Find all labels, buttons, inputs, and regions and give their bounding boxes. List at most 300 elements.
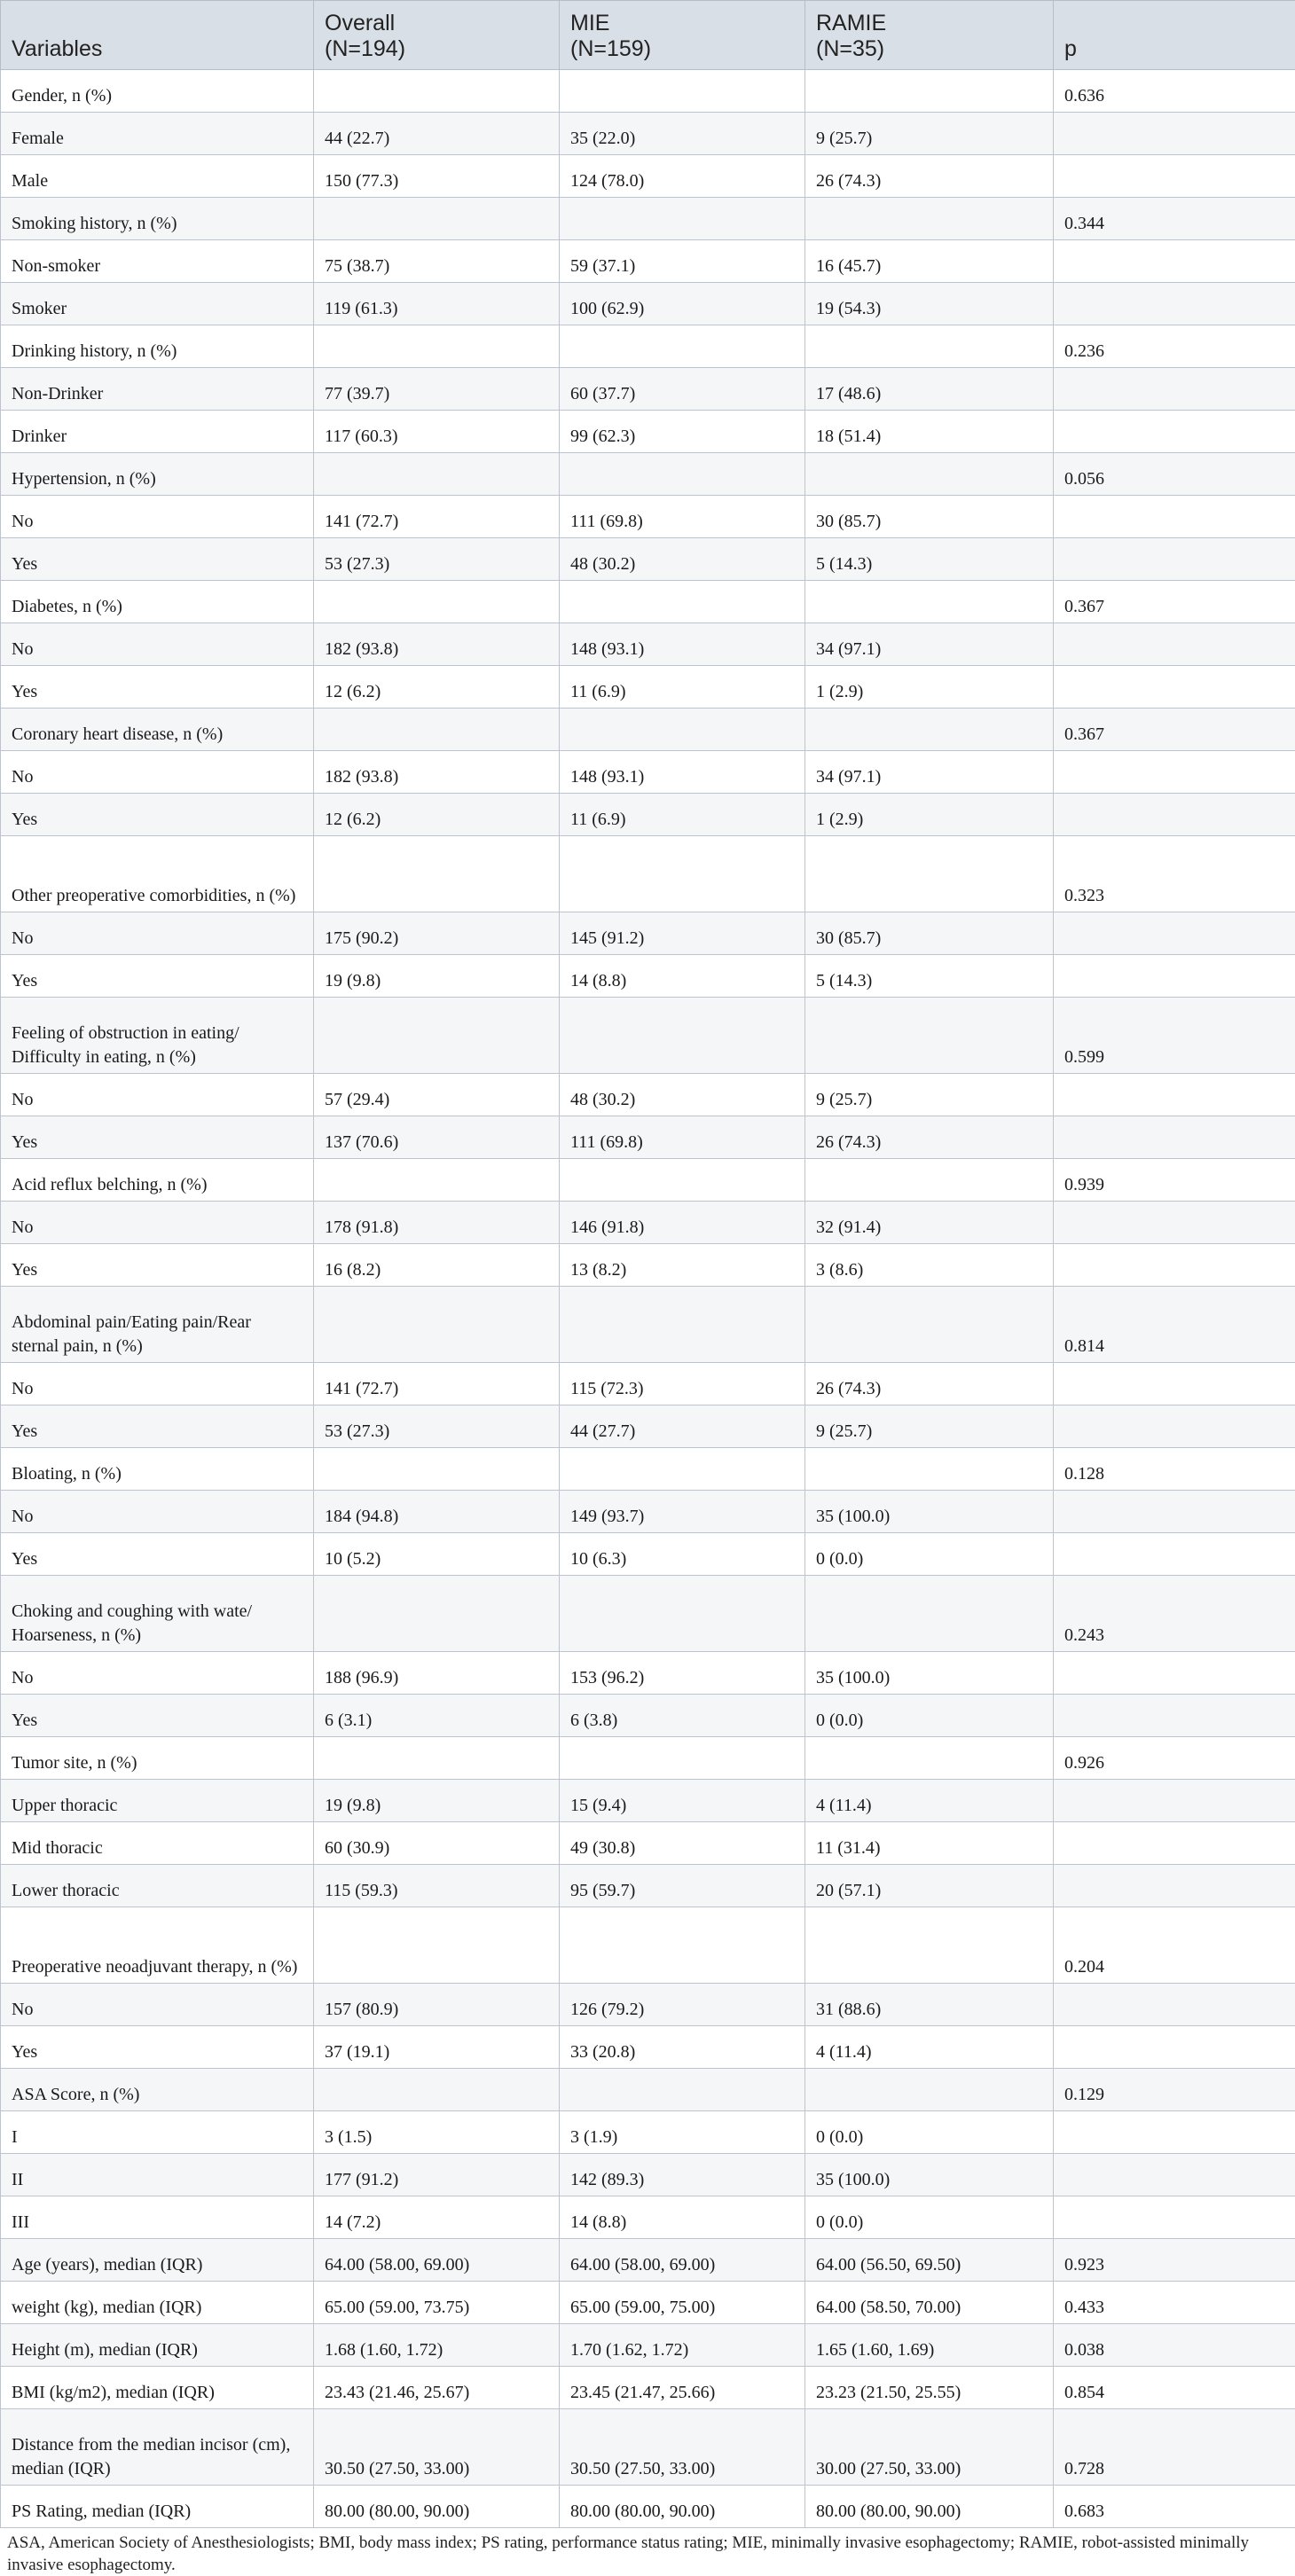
- cell-variable: Hypertension, n (%): [1, 453, 314, 496]
- cell-overall: 30.50 (27.50, 33.00): [314, 2409, 560, 2486]
- cell-overall: 14 (7.2): [314, 2196, 560, 2239]
- cell-mie: 15 (9.4): [560, 1780, 805, 1822]
- cell-p-value: 0.344: [1054, 198, 1295, 240]
- cell-ramie: [805, 453, 1054, 496]
- cell-ramie: 17 (48.6): [805, 368, 1054, 411]
- cell-p-value: 0.636: [1054, 70, 1295, 113]
- cell-ramie: 9 (25.7): [805, 113, 1054, 155]
- cell-p-value: 0.854: [1054, 2367, 1295, 2409]
- cell-ramie: 64.00 (56.50, 69.50): [805, 2239, 1054, 2282]
- cell-ramie: 20 (57.1): [805, 1865, 1054, 1907]
- cell-ramie: 19 (54.3): [805, 283, 1054, 325]
- cell-ramie: [805, 198, 1054, 240]
- cell-overall: 141 (72.7): [314, 496, 560, 538]
- cell-ramie: [805, 836, 1054, 912]
- cell-p-value: [1054, 1822, 1295, 1865]
- cell-p-value: [1054, 283, 1295, 325]
- table-row: [1, 1780, 1295, 1822]
- cell-ramie: 26 (74.3): [805, 155, 1054, 198]
- cell-mie: 111 (69.8): [560, 496, 805, 538]
- cell-variable: ASA Score, n (%): [1, 2069, 314, 2111]
- cell-p-value: [1054, 751, 1295, 794]
- cell-mie: 100 (62.9): [560, 283, 805, 325]
- cell-mie: 35 (22.0): [560, 113, 805, 155]
- cell-mie: [560, 453, 805, 496]
- cell-overall: 19 (9.8): [314, 1780, 560, 1822]
- cell-variable: Feeling of obstruction in eating/ Difficulty in eating, n (%): [1, 998, 314, 1074]
- cell-mie: [560, 1737, 805, 1780]
- cell-ramie: 1 (2.9): [805, 794, 1054, 836]
- cell-overall: 75 (38.7): [314, 240, 560, 283]
- cell-variable: II: [1, 2154, 314, 2196]
- cell-mie: 111 (69.8): [560, 1116, 805, 1159]
- cell-p-value: [1054, 368, 1295, 411]
- cell-overall: [314, 998, 560, 1074]
- table-row: [1, 411, 1295, 453]
- cell-mie: 6 (3.8): [560, 1695, 805, 1737]
- cell-overall: 117 (60.3): [314, 411, 560, 453]
- cell-p-value: [1054, 1780, 1295, 1822]
- table-row: [1, 1984, 1295, 2026]
- cell-mie: 10 (6.3): [560, 1533, 805, 1576]
- cell-overall: [314, 1287, 560, 1363]
- cell-p-value: [1054, 1363, 1295, 1405]
- cell-mie: 11 (6.9): [560, 794, 805, 836]
- cell-ramie: 9 (25.7): [805, 1074, 1054, 1116]
- cell-variable: Other preoperative comorbidities, n (%): [1, 836, 314, 912]
- table-row: [1, 1652, 1295, 1695]
- cell-ramie: [805, 1287, 1054, 1363]
- header-p: p: [1054, 1, 1295, 70]
- cell-overall: 137 (70.6): [314, 1116, 560, 1159]
- cell-overall: 77 (39.7): [314, 368, 560, 411]
- cell-overall: 37 (19.1): [314, 2026, 560, 2069]
- cell-overall: 19 (9.8): [314, 955, 560, 998]
- cell-ramie: 0 (0.0): [805, 1533, 1054, 1576]
- cell-overall: 177 (91.2): [314, 2154, 560, 2196]
- cell-mie: 3 (1.9): [560, 2111, 805, 2154]
- cell-variable: Upper thoracic: [1, 1780, 314, 1822]
- cell-variable: Distance from the median incisor (cm), median (IQR): [1, 2409, 314, 2486]
- table-row: [1, 538, 1295, 581]
- table-row: [1, 666, 1295, 709]
- cell-p-value: [1054, 1533, 1295, 1576]
- cell-ramie: 80.00 (80.00, 90.00): [805, 2486, 1054, 2528]
- cell-mie: 95 (59.7): [560, 1865, 805, 1907]
- cell-overall: 10 (5.2): [314, 1533, 560, 1576]
- table-row: [1, 1533, 1295, 1576]
- cell-mie: [560, 2069, 805, 2111]
- cell-overall: 3 (1.5): [314, 2111, 560, 2154]
- cell-variable: Acid reflux belching, n (%): [1, 1159, 314, 1202]
- cell-p-value: [1054, 955, 1295, 998]
- cell-ramie: 26 (74.3): [805, 1116, 1054, 1159]
- cell-p-value: 0.129: [1054, 2069, 1295, 2111]
- cell-ramie: [805, 1159, 1054, 1202]
- table-row: [1, 496, 1295, 538]
- cell-ramie: 35 (100.0): [805, 2154, 1054, 2196]
- table-row: [1, 2409, 1295, 2486]
- table-row: [1, 113, 1295, 155]
- table-row: [1, 2026, 1295, 2069]
- cell-ramie: 0 (0.0): [805, 2111, 1054, 2154]
- table-row: [1, 1737, 1295, 1780]
- cell-overall: 182 (93.8): [314, 623, 560, 666]
- table-row: [1, 2111, 1295, 2154]
- cell-ramie: 1.65 (1.60, 1.69): [805, 2324, 1054, 2367]
- cell-overall: [314, 1448, 560, 1491]
- cell-overall: 184 (94.8): [314, 1491, 560, 1533]
- cell-variable: No: [1, 912, 314, 955]
- cell-p-value: [1054, 1652, 1295, 1695]
- header-overall: Overall (N=194): [314, 1, 560, 70]
- cell-p-value: [1054, 1074, 1295, 1116]
- cell-variable: Yes: [1, 2026, 314, 2069]
- cell-overall: 178 (91.8): [314, 1202, 560, 1244]
- cell-p-value: 0.926: [1054, 1737, 1295, 1780]
- cell-p-value: [1054, 1244, 1295, 1287]
- cell-overall: 1.68 (1.60, 1.72): [314, 2324, 560, 2367]
- cell-overall: 44 (22.7): [314, 113, 560, 155]
- cell-mie: [560, 1287, 805, 1363]
- cell-ramie: 34 (97.1): [805, 623, 1054, 666]
- cell-mie: 126 (79.2): [560, 1984, 805, 2026]
- cell-mie: 1.70 (1.62, 1.72): [560, 2324, 805, 2367]
- cell-p-value: 0.128: [1054, 1448, 1295, 1491]
- cell-p-value: 0.236: [1054, 325, 1295, 368]
- cell-variable: Non-Drinker: [1, 368, 314, 411]
- table-row: [1, 1287, 1295, 1363]
- cell-ramie: [805, 70, 1054, 113]
- cell-p-value: 0.038: [1054, 2324, 1295, 2367]
- cell-p-value: [1054, 155, 1295, 198]
- table-row: [1, 70, 1295, 113]
- cell-p-value: 0.243: [1054, 1576, 1295, 1652]
- cell-overall: 188 (96.9): [314, 1652, 560, 1695]
- table-row: [1, 2486, 1295, 2528]
- cell-overall: [314, 453, 560, 496]
- cell-ramie: 5 (14.3): [805, 538, 1054, 581]
- cell-ramie: [805, 325, 1054, 368]
- cell-variable: Age (years), median (IQR): [1, 2239, 314, 2282]
- cell-variable: Yes: [1, 666, 314, 709]
- cell-mie: 59 (37.1): [560, 240, 805, 283]
- cell-mie: 48 (30.2): [560, 1074, 805, 1116]
- cell-variable: BMI (kg/m2), median (IQR): [1, 2367, 314, 2409]
- cell-variable: Yes: [1, 794, 314, 836]
- cell-p-value: [1054, 1491, 1295, 1533]
- cell-variable: No: [1, 496, 314, 538]
- table-row: [1, 1907, 1295, 1984]
- cell-ramie: 26 (74.3): [805, 1363, 1054, 1405]
- cell-variable: Coronary heart disease, n (%): [1, 709, 314, 751]
- cell-ramie: 16 (45.7): [805, 240, 1054, 283]
- table-row: [1, 955, 1295, 998]
- cell-variable: Female: [1, 113, 314, 155]
- cell-mie: 148 (93.1): [560, 623, 805, 666]
- cell-p-value: 0.683: [1054, 2486, 1295, 2528]
- table-row: [1, 998, 1295, 1074]
- cell-variable: Yes: [1, 1533, 314, 1576]
- cell-variable: No: [1, 751, 314, 794]
- table-row: [1, 1159, 1295, 1202]
- cell-mie: [560, 998, 805, 1074]
- cell-ramie: 11 (31.4): [805, 1822, 1054, 1865]
- cell-overall: 53 (27.3): [314, 538, 560, 581]
- cell-mie: 14 (8.8): [560, 2196, 805, 2239]
- cell-ramie: [805, 709, 1054, 751]
- cell-overall: [314, 325, 560, 368]
- cell-ramie: [805, 581, 1054, 623]
- cell-mie: 146 (91.8): [560, 1202, 805, 1244]
- table-row: [1, 240, 1295, 283]
- cell-variable: Preoperative neoadjuvant therapy, n (%): [1, 1907, 314, 1984]
- cell-variable: Abdominal pain/Eating pain/Rear sternal pain, n (%): [1, 1287, 314, 1363]
- cell-p-value: [1054, 411, 1295, 453]
- cell-variable: I: [1, 2111, 314, 2154]
- cell-mie: 49 (30.8): [560, 1822, 805, 1865]
- cell-mie: 60 (37.7): [560, 368, 805, 411]
- table-row: [1, 1695, 1295, 1737]
- cell-mie: [560, 325, 805, 368]
- cell-overall: 12 (6.2): [314, 666, 560, 709]
- cell-overall: 57 (29.4): [314, 1074, 560, 1116]
- cell-variable: PS Rating, median (IQR): [1, 2486, 314, 2528]
- cell-overall: 115 (59.3): [314, 1865, 560, 1907]
- cell-p-value: [1054, 1405, 1295, 1448]
- cell-p-value: 0.939: [1054, 1159, 1295, 1202]
- cell-p-value: [1054, 2111, 1295, 2154]
- cell-variable: Yes: [1, 1695, 314, 1737]
- cell-p-value: 0.323: [1054, 836, 1295, 912]
- table-row: [1, 155, 1295, 198]
- cell-mie: 124 (78.0): [560, 155, 805, 198]
- cell-variable: weight (kg), median (IQR): [1, 2282, 314, 2324]
- table-row: [1, 2239, 1295, 2282]
- cell-overall: 6 (3.1): [314, 1695, 560, 1737]
- cell-overall: 65.00 (59.00, 73.75): [314, 2282, 560, 2324]
- cell-variable: Gender, n (%): [1, 70, 314, 113]
- header-mie: MIE (N=159): [560, 1, 805, 70]
- table-row: [1, 1405, 1295, 1448]
- cell-variable: Choking and coughing with wate/ Hoarseness, n (%): [1, 1576, 314, 1652]
- cell-p-value: [1054, 496, 1295, 538]
- table-row: [1, 2282, 1295, 2324]
- header-ramie: RAMIE (N=35): [805, 1, 1054, 70]
- table-header-row: [1, 1, 1295, 70]
- table-row: [1, 2367, 1295, 2409]
- cell-overall: 53 (27.3): [314, 1405, 560, 1448]
- cell-overall: 182 (93.8): [314, 751, 560, 794]
- cell-mie: 48 (30.2): [560, 538, 805, 581]
- cell-p-value: [1054, 538, 1295, 581]
- cell-variable: Mid thoracic: [1, 1822, 314, 1865]
- cell-ramie: 64.00 (58.50, 70.00): [805, 2282, 1054, 2324]
- cell-overall: [314, 70, 560, 113]
- cell-overall: 60 (30.9): [314, 1822, 560, 1865]
- cell-p-value: [1054, 912, 1295, 955]
- cell-variable: Diabetes, n (%): [1, 581, 314, 623]
- cell-variable: Yes: [1, 1244, 314, 1287]
- table-row: [1, 453, 1295, 496]
- cell-overall: 80.00 (80.00, 90.00): [314, 2486, 560, 2528]
- cell-ramie: [805, 998, 1054, 1074]
- cell-variable: Yes: [1, 955, 314, 998]
- table-row: [1, 368, 1295, 411]
- cell-p-value: 0.204: [1054, 1907, 1295, 1984]
- header-variables: Variables: [1, 1, 314, 70]
- cell-overall: [314, 1907, 560, 1984]
- cell-mie: [560, 1448, 805, 1491]
- cell-p-value: [1054, 1202, 1295, 1244]
- cell-mie: [560, 198, 805, 240]
- cell-mie: 99 (62.3): [560, 411, 805, 453]
- cell-ramie: 31 (88.6): [805, 1984, 1054, 2026]
- cell-mie: 11 (6.9): [560, 666, 805, 709]
- cell-ramie: 1 (2.9): [805, 666, 1054, 709]
- table-row: [1, 794, 1295, 836]
- cell-overall: [314, 1159, 560, 1202]
- cell-p-value: [1054, 623, 1295, 666]
- cell-variable: Yes: [1, 1405, 314, 1448]
- cell-p-value: 0.728: [1054, 2409, 1295, 2486]
- cell-mie: [560, 70, 805, 113]
- cell-ramie: 35 (100.0): [805, 1491, 1054, 1533]
- cell-ramie: 23.23 (21.50, 25.55): [805, 2367, 1054, 2409]
- cell-mie: [560, 1576, 805, 1652]
- table-row: [1, 1116, 1295, 1159]
- cell-p-value: [1054, 2026, 1295, 2069]
- cell-p-value: [1054, 794, 1295, 836]
- table-row: [1, 1074, 1295, 1116]
- table-body: [1, 70, 1295, 2528]
- cell-ramie: 9 (25.7): [805, 1405, 1054, 1448]
- table-row: [1, 325, 1295, 368]
- table-row: [1, 1363, 1295, 1405]
- cell-ramie: 5 (14.3): [805, 955, 1054, 998]
- cell-mie: 30.50 (27.50, 33.00): [560, 2409, 805, 2486]
- cell-mie: 148 (93.1): [560, 751, 805, 794]
- cell-variable: Male: [1, 155, 314, 198]
- cell-mie: 13 (8.2): [560, 1244, 805, 1287]
- cell-overall: 150 (77.3): [314, 155, 560, 198]
- cell-ramie: 34 (97.1): [805, 751, 1054, 794]
- table-row: [1, 709, 1295, 751]
- cell-ramie: 30 (85.7): [805, 496, 1054, 538]
- cell-ramie: 32 (91.4): [805, 1202, 1054, 1244]
- cell-overall: 12 (6.2): [314, 794, 560, 836]
- cell-mie: 80.00 (80.00, 90.00): [560, 2486, 805, 2528]
- cell-mie: 145 (91.2): [560, 912, 805, 955]
- cell-overall: 119 (61.3): [314, 283, 560, 325]
- cell-overall: [314, 709, 560, 751]
- cell-p-value: [1054, 240, 1295, 283]
- cell-variable: No: [1, 623, 314, 666]
- cell-variable: Bloating, n (%): [1, 1448, 314, 1491]
- cell-p-value: [1054, 2154, 1295, 2196]
- table-row: [1, 2154, 1295, 2196]
- cell-ramie: 0 (0.0): [805, 2196, 1054, 2239]
- cell-ramie: 30.00 (27.50, 33.00): [805, 2409, 1054, 2486]
- cell-overall: 23.43 (21.46, 25.67): [314, 2367, 560, 2409]
- table-row: [1, 623, 1295, 666]
- cell-variable: Non-smoker: [1, 240, 314, 283]
- cell-ramie: 30 (85.7): [805, 912, 1054, 955]
- table-row: [1, 836, 1295, 912]
- cell-p-value: [1054, 2196, 1295, 2239]
- cell-variable: III: [1, 2196, 314, 2239]
- cell-p-value: [1054, 1865, 1295, 1907]
- cell-mie: 33 (20.8): [560, 2026, 805, 2069]
- cell-p-value: [1054, 113, 1295, 155]
- table-row: [1, 1822, 1295, 1865]
- cell-p-value: [1054, 1695, 1295, 1737]
- cell-variable: Tumor site, n (%): [1, 1737, 314, 1780]
- table-row: [1, 283, 1295, 325]
- table-row: [1, 1244, 1295, 1287]
- cell-variable: Smoker: [1, 283, 314, 325]
- cell-ramie: 3 (8.6): [805, 1244, 1054, 1287]
- cell-mie: 142 (89.3): [560, 2154, 805, 2196]
- cell-p-value: 0.433: [1054, 2282, 1295, 2324]
- cell-variable: No: [1, 1363, 314, 1405]
- cell-mie: 149 (93.7): [560, 1491, 805, 1533]
- cell-ramie: [805, 1737, 1054, 1780]
- cell-mie: [560, 1907, 805, 1984]
- cell-ramie: 35 (100.0): [805, 1652, 1054, 1695]
- cell-overall: 157 (80.9): [314, 1984, 560, 2026]
- table-row: [1, 1576, 1295, 1652]
- cell-mie: [560, 836, 805, 912]
- cell-ramie: [805, 1448, 1054, 1491]
- cell-overall: [314, 2069, 560, 2111]
- cell-overall: [314, 198, 560, 240]
- cell-ramie: 18 (51.4): [805, 411, 1054, 453]
- table-row: [1, 1491, 1295, 1533]
- cell-overall: [314, 1576, 560, 1652]
- cell-variable: Smoking history, n (%): [1, 198, 314, 240]
- cell-variable: No: [1, 1491, 314, 1533]
- cell-variable: No: [1, 1074, 314, 1116]
- cell-mie: [560, 709, 805, 751]
- table-row: [1, 2196, 1295, 2239]
- cell-mie: 44 (27.7): [560, 1405, 805, 1448]
- cell-mie: [560, 581, 805, 623]
- cell-mie: 23.45 (21.47, 25.66): [560, 2367, 805, 2409]
- table-row: [1, 751, 1295, 794]
- cell-overall: 16 (8.2): [314, 1244, 560, 1287]
- cell-variable: Lower thoracic: [1, 1865, 314, 1907]
- table-row: [1, 2324, 1295, 2367]
- cell-overall: [314, 581, 560, 623]
- cell-ramie: 4 (11.4): [805, 2026, 1054, 2069]
- table-row: [1, 1865, 1295, 1907]
- cell-variable: No: [1, 1202, 314, 1244]
- cell-overall: [314, 836, 560, 912]
- cell-p-value: 0.367: [1054, 709, 1295, 751]
- cell-variable: No: [1, 1652, 314, 1695]
- cell-p-value: 0.056: [1054, 453, 1295, 496]
- cell-variable: No: [1, 1984, 314, 2026]
- cell-p-value: [1054, 666, 1295, 709]
- cell-variable: Drinker: [1, 411, 314, 453]
- table-footnote: ASA, American Society of Anesthesiologists; BMI, body mass index; PS rating, performance status rating; MIE, minimally invasive esophagectomy; RAMIE, robot-assisted minimally invasive esophagectomy.: [0, 2528, 1284, 2576]
- table-row: [1, 1448, 1295, 1491]
- cell-ramie: [805, 2069, 1054, 2111]
- cell-p-value: 0.814: [1054, 1287, 1295, 1363]
- table-row: [1, 198, 1295, 240]
- cell-mie: [560, 1159, 805, 1202]
